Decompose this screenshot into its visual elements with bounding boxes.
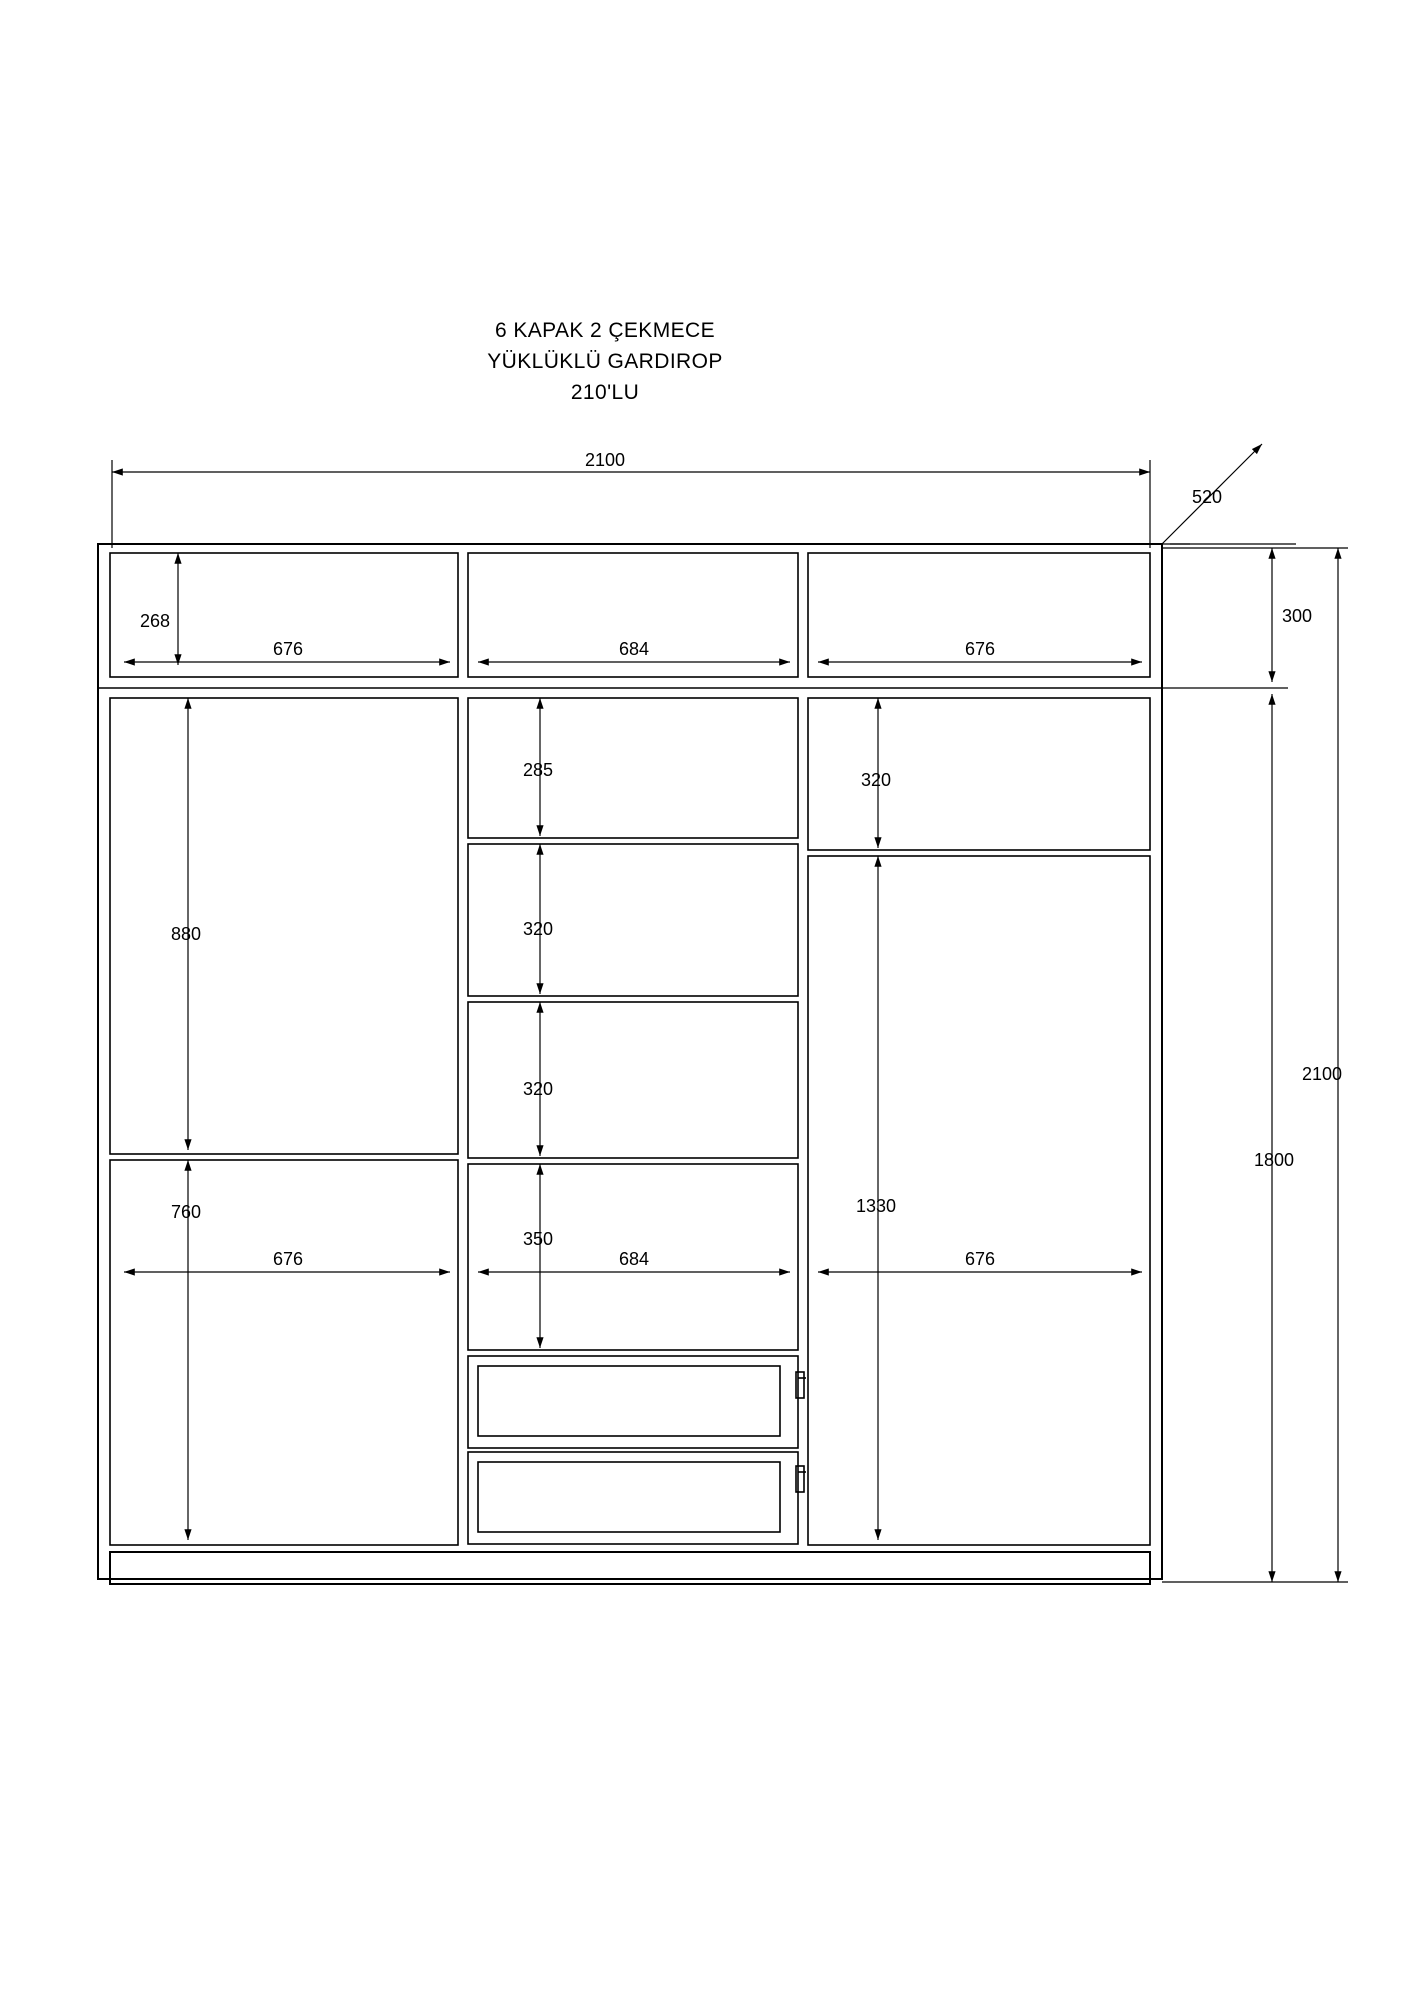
dim-top-right-width: 676 <box>964 639 996 659</box>
right-column <box>808 698 1150 1545</box>
dim-right-width: 676 <box>964 1249 996 1269</box>
dim-top-height: 300 <box>1282 606 1313 626</box>
left-column <box>110 698 458 1545</box>
dim-mid-shelf1: 285 <box>522 760 554 780</box>
dim-lines-left-column <box>124 698 450 1540</box>
dim-right-upper-height: 320 <box>860 770 892 790</box>
dim-overall-height: 2100 <box>1302 1064 1343 1084</box>
title-line-3: 210'LU <box>570 381 640 404</box>
dim-line-overall-width <box>112 460 1150 548</box>
dim-mid-shelf2: 320 <box>522 919 554 939</box>
dim-mid-shelf3: 320 <box>522 1079 554 1099</box>
dim-left-upper-height: 880 <box>170 924 202 944</box>
dim-right-lower-height: 1330 <box>855 1196 897 1216</box>
dim-depth: 520 <box>1192 487 1223 507</box>
title-line-2: YÜKLÜKLÜ GARDIROP <box>487 350 723 373</box>
depth-indicator <box>1162 444 1296 544</box>
dim-mid-shelf4: 350 <box>522 1229 554 1249</box>
dim-lines-right-column <box>818 698 1142 1540</box>
dim-top-mid-width: 684 <box>618 639 650 659</box>
dim-left-lower-height: 760 <box>170 1202 202 1222</box>
dim-top-left-height: 268 <box>139 611 171 631</box>
dim-overall-width: 2100 <box>584 450 626 470</box>
top-section <box>98 553 1162 688</box>
title-line-1: 6 KAPAK 2 ÇEKMECE <box>495 319 715 342</box>
middle-column <box>468 698 806 1544</box>
dim-top-left-width: 676 <box>272 639 304 659</box>
dim-body-height: 1800 <box>1254 1150 1295 1170</box>
dim-mid-width: 684 <box>618 1249 650 1269</box>
dim-left-width: 676 <box>272 1249 304 1269</box>
cabinet-outline <box>98 544 1162 1584</box>
